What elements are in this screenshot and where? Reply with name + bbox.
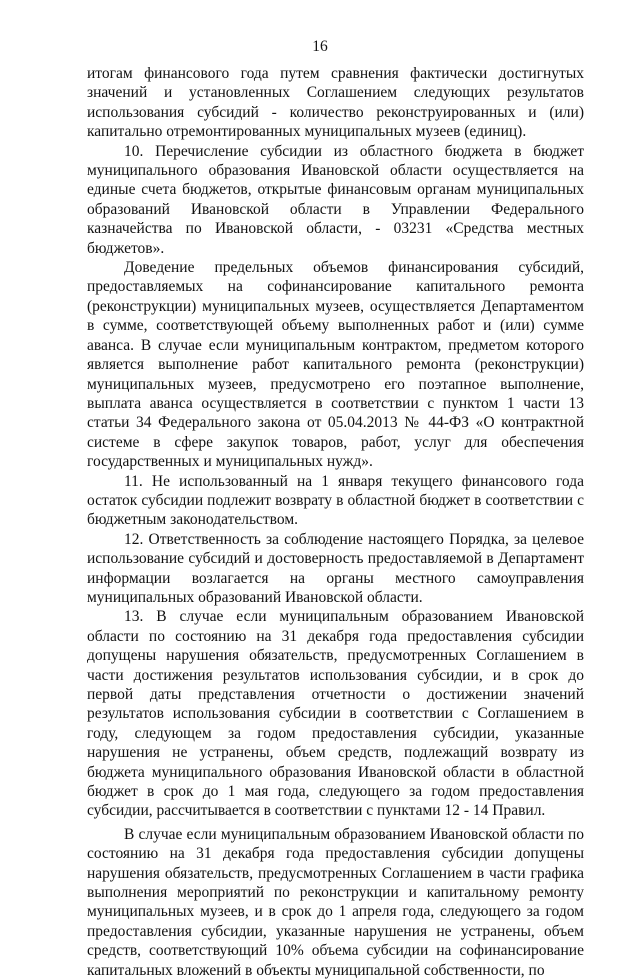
page-number: 16 [312, 38, 328, 55]
paragraph-11: 11. Не использованный на 1 января текущего финансового года остаток субсидии подлежит возврату в областной бюджет в соответствии с бюджетным законодательством. [87, 472, 584, 529]
paragraph-continuation: итогам финансового года путем сравнения фактически достигнутых значений и установленных Соглашением следующих результатов использования субсидий - количество реконструированных и (или) капитально отремонтированных муниципальных музеев (единиц). [87, 65, 584, 141]
paragraph-13: 13. В случае если муниципальным образованием Ивановской области по состоянию на 31 декабря года предоставления субсидии допущены нарушения обязательств, предусмотренных Соглашением в части достижения результатов использования субсидии, и в срок до первой даты представления отчетности о достижении значений результатов использования субсидии в соответствии с Соглашением в году, следующем за годом предоставления субсидии, указанные нарушения не устранены, объем средств, подлежащий возврату из бюджета муниципального образования Ивановской области в областной бюджет в срок до 1 мая года, следующего за годом предоставления субсидии, рассчитывается в соответствии с пунктами 12 - 14 Правил. [87, 608, 584, 820]
paragraph-10: 10. Перечисление субсидии из областного бюджета в бюджет муниципального образования Ивановской области осуществляется на единые счета бюджетов, открытые финансовым органам муниципальных образований Ивановской области в Управлении Федерального казначейства по Ивановской области, - 03231 «Средства местных бюджетов». [87, 142, 584, 257]
paragraph-12: 12. Ответственность за соблюдение настоящего Порядка, за целевое использование субсидий и достоверность предоставляемой в Департамент информации возлагается на органы местного самоуправления муниципальных образований Ивановской области. [87, 530, 584, 606]
paragraph-funding-limits: Доведение предельных объемов финансирования субсидий, предоставляемых на софинансирование капитального ремонта (реконструкции) муниципальных музеев, осуществляется Департаментом в сумме, соответствующей объему выполненных работ и (или) сумме аванса. В случае если муниципальным контрактом, предметом которого является выполнение работ капитального ремонта (реконструкции) муниципальных музеев, предусмотрено его поэтапное выполнение, выплата аванса осуществляется в соответствии с пунктом 1 части 13 статьи 34 Федерального закона от 05.04.2013 № 44-ФЗ «О контрактной системе в сфере закупок товаров, работ, услуг для обеспечения государственных и муниципальных нужд». [87, 259, 584, 471]
paragraph-schedule-violations: В случае если муниципальным образованием Ивановской области по состоянию на 31 декабря года предоставления субсидии допущены нарушения обязательств, предусмотренных Соглашением в части графика выполнения мероприятий по реконструкции и капитальному ремонту муниципальных музеев, и в срок до 1 апреля года, следующего за годом предоставления субсидии, указанные нарушения не устранены, объем средств, соответствующий 10% объема субсидии на софинансирование капитальных вложений в объекты муниципальной собственности, по [87, 825, 584, 979]
document-body [87, 64, 584, 980]
